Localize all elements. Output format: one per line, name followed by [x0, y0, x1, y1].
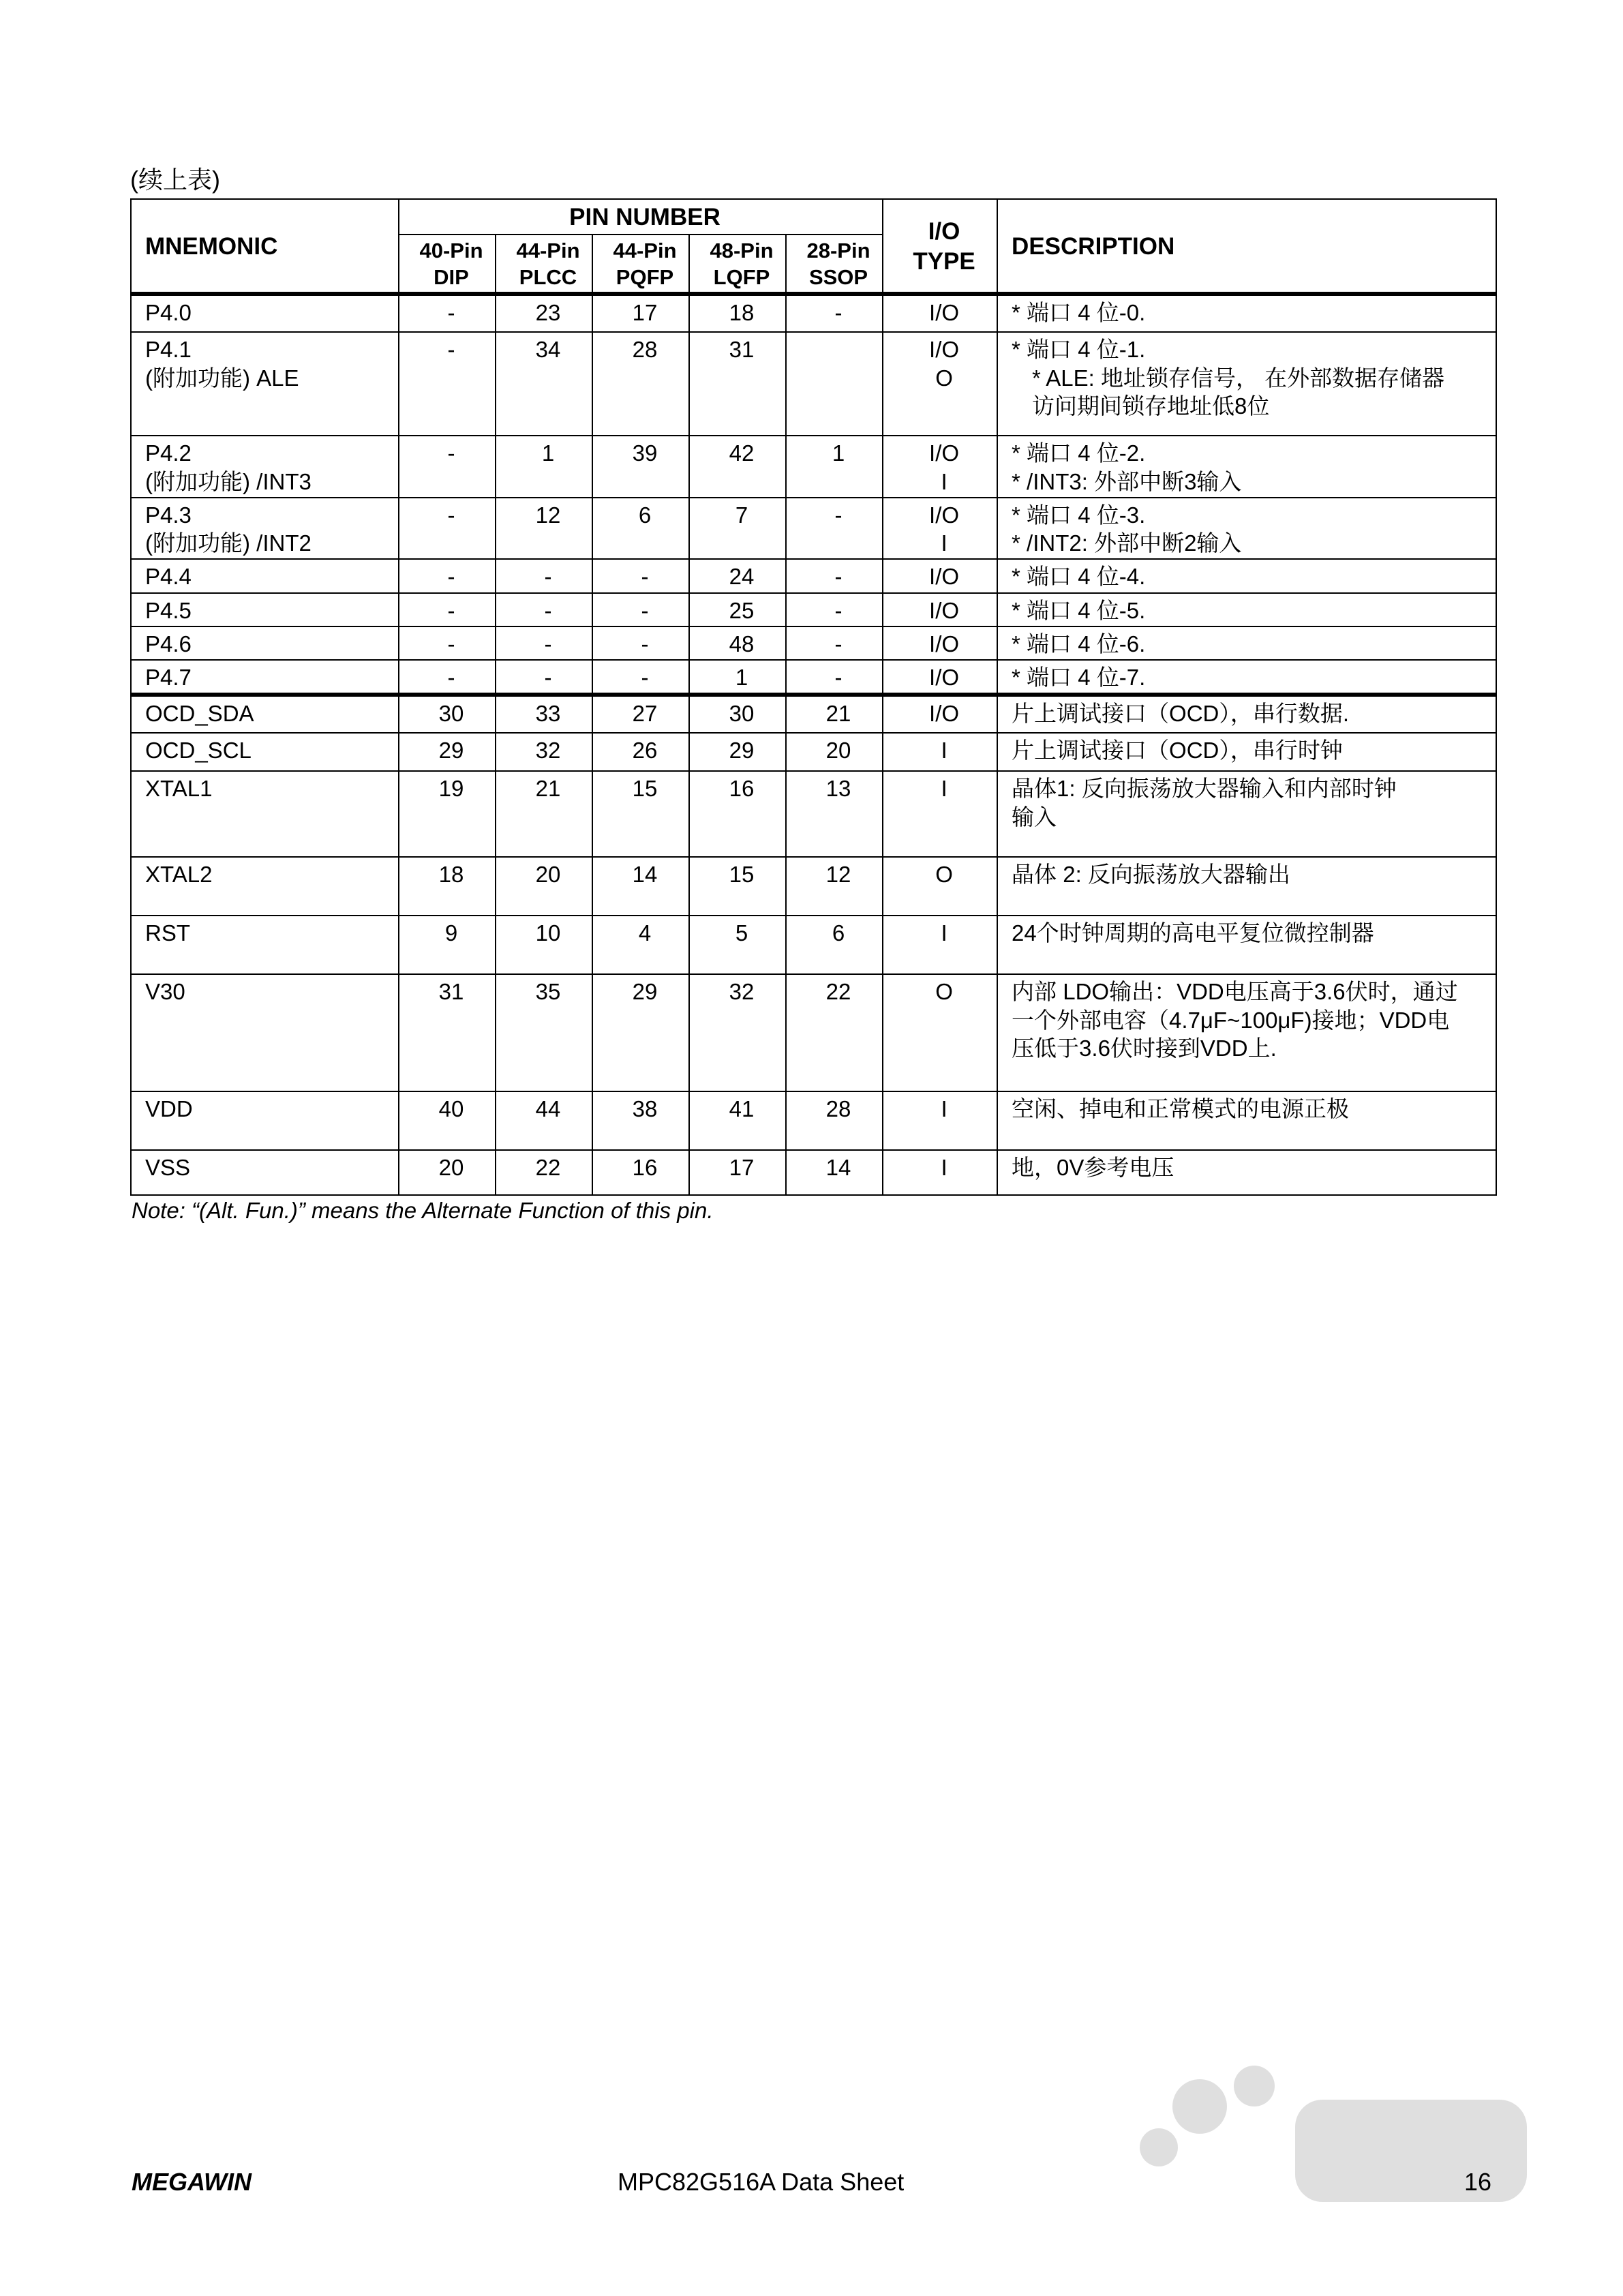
description-line: 输入 — [1012, 804, 1057, 830]
header-package-1: 40-Pin DIP — [399, 235, 496, 294]
mnemonic-line: P4.6 — [145, 631, 192, 656]
cell-pin-1: - — [399, 559, 496, 592]
cell-pin-2: 32 — [496, 733, 592, 771]
description-line: 访问期间锁存地址低8位 — [1032, 393, 1270, 419]
table-row — [131, 1150, 1496, 1195]
cell-pin-5: 6 — [786, 916, 883, 974]
cell-description — [997, 733, 1496, 771]
io-line: I — [941, 1096, 947, 1122]
mnemonic-line: VSS — [145, 1155, 191, 1181]
cell-pin-4: 32 — [689, 974, 786, 1091]
io-line: I/O — [929, 502, 960, 528]
mnemonic-line: VDD — [145, 1096, 193, 1122]
mnemonic-line: (附加功能) ALE — [145, 365, 299, 391]
io-line: I/O — [929, 597, 960, 623]
cell-mnemonic — [131, 626, 399, 660]
cell-pin-2: 23 — [496, 294, 592, 332]
table-caption: (续上表) — [130, 166, 220, 194]
header-package-4: 48-Pin LQFP — [689, 235, 786, 294]
table-row — [131, 695, 1496, 733]
table-note: Note: “(Alt. Fun.)” means the Alternate Function of this pin. — [132, 1198, 714, 1223]
description-line: * 端口 4 位-5. — [1012, 597, 1146, 623]
table-row — [131, 916, 1496, 974]
description-line: 地，0V参考电压 — [1012, 1155, 1174, 1181]
cell-pin-4: 30 — [689, 695, 786, 733]
cell-mnemonic — [131, 1150, 399, 1195]
cell-pin-5: 28 — [786, 1091, 883, 1150]
description-line: 片上调试接口（OCD），串行数据. — [1012, 701, 1350, 727]
cell-pin-3: 29 — [592, 974, 689, 1091]
header-package-5: 28-Pin SSOP — [786, 235, 883, 294]
cell-io-type — [883, 626, 997, 660]
cell-pin-4: 15 — [689, 857, 786, 916]
table-row — [131, 1091, 1496, 1150]
cell-pin-2: - — [496, 626, 592, 660]
cell-mnemonic — [131, 733, 399, 771]
cell-mnemonic — [131, 660, 399, 695]
cell-pin-3: 28 — [592, 332, 689, 436]
description-line: 片上调试接口（OCD），串行时钟 — [1012, 738, 1343, 764]
cell-mnemonic — [131, 1091, 399, 1150]
baidu-watermark-icon — [1118, 2045, 1554, 2250]
cell-pin-1: - — [399, 593, 496, 626]
table-row — [131, 626, 1496, 660]
io-line: I — [941, 530, 947, 556]
cell-pin-2: 22 — [496, 1150, 592, 1195]
io-line: I/O — [929, 631, 960, 656]
io-line: I/O — [929, 564, 960, 590]
header-mnemonic: MNEMONIC — [131, 199, 399, 294]
header-io-line1: I/O — [928, 217, 960, 245]
table-row — [131, 857, 1496, 916]
description-line: * 端口 4 位-6. — [1012, 631, 1146, 656]
cell-pin-1: - — [399, 294, 496, 332]
cell-pin-3: 15 — [592, 771, 689, 857]
header-row-top — [131, 199, 1496, 235]
cell-io-type — [883, 1150, 997, 1195]
io-line: I — [941, 920, 947, 946]
cell-pin-2: 44 — [496, 1091, 592, 1150]
cell-pin-4: 16 — [689, 771, 786, 857]
pin-description-table — [130, 198, 1497, 1196]
cell-pin-1: 18 — [399, 857, 496, 916]
io-line: I/O — [929, 337, 960, 363]
cell-mnemonic — [131, 857, 399, 916]
cell-pin-4: 31 — [689, 332, 786, 436]
mnemonic-line: (附加功能) /INT2 — [145, 530, 312, 556]
cell-pin-4: 1 — [689, 660, 786, 695]
cell-pin-2: 34 — [496, 332, 592, 436]
cell-pin-2: - — [496, 660, 592, 695]
cell-io-type — [883, 857, 997, 916]
description-line: * 端口 4 位-7. — [1012, 665, 1146, 690]
table-body — [131, 294, 1496, 1195]
mnemonic-line: XTAL2 — [145, 862, 213, 888]
cell-pin-1: - — [399, 660, 496, 695]
cell-pin-4: 25 — [689, 593, 786, 626]
mnemonic-line: P4.1 — [145, 337, 192, 363]
io-line: O — [935, 365, 953, 391]
cell-pin-3: - — [592, 660, 689, 695]
cell-description — [997, 974, 1496, 1091]
cell-pin-5: 21 — [786, 695, 883, 733]
description-line: * 端口 4 位-0. — [1012, 300, 1146, 326]
mnemonic-line: P4.2 — [145, 440, 192, 466]
cell-pin-3: 26 — [592, 733, 689, 771]
header-io-type — [883, 199, 997, 294]
cell-pin-3: - — [592, 559, 689, 592]
description-line: * /INT2: 外部中断2输入 — [1012, 530, 1242, 556]
cell-pin-4: 42 — [689, 436, 786, 498]
description-line: 内部 LDO输出：VDD电压高于3.6伏时，通过 — [1012, 979, 1458, 1005]
description-line: * /INT3: 外部中断3输入 — [1012, 468, 1242, 494]
header-package-3: 44-Pin PQFP — [592, 235, 689, 294]
page-number: 16 — [1464, 2168, 1492, 2196]
cell-description — [997, 695, 1496, 733]
description-line: 一个外部电容（4.7μF~100μF)接地；VDD电 — [1012, 1007, 1450, 1033]
cell-description — [997, 436, 1496, 498]
mnemonic-line: (附加功能) /INT3 — [145, 468, 312, 494]
cell-pin-3: 39 — [592, 436, 689, 498]
description-line: 晶体 2: 反向振荡放大器输出 — [1012, 862, 1290, 888]
cell-pin-2: 33 — [496, 695, 592, 733]
table-row — [131, 332, 1496, 436]
description-line: * 端口 4 位-4. — [1012, 564, 1146, 590]
cell-pin-2: - — [496, 593, 592, 626]
cell-description — [997, 916, 1496, 974]
header-description: DESCRIPTION — [997, 199, 1496, 294]
cell-mnemonic — [131, 436, 399, 498]
cell-io-type — [883, 498, 997, 560]
description-line: * 端口 4 位-2. — [1012, 440, 1146, 466]
cell-description — [997, 559, 1496, 592]
cell-pin-4: 48 — [689, 626, 786, 660]
cell-pin-2: 21 — [496, 771, 592, 857]
table-row — [131, 593, 1496, 626]
cell-pin-1: 40 — [399, 1091, 496, 1150]
cell-pin-5: 14 — [786, 1150, 883, 1195]
io-line: O — [935, 979, 953, 1005]
cell-pin-4: 41 — [689, 1091, 786, 1150]
cell-mnemonic — [131, 498, 399, 560]
cell-io-type — [883, 1091, 997, 1150]
mnemonic-line: RST — [145, 920, 190, 946]
description-line: 24个时钟周期的高电平复位微控制器 — [1012, 920, 1374, 946]
cell-io-type — [883, 294, 997, 332]
cell-pin-3: - — [592, 593, 689, 626]
cell-pin-5: 22 — [786, 974, 883, 1091]
description-line: 压低于3.6伏时接到VDD上. — [1012, 1035, 1277, 1061]
mnemonic-line: P4.7 — [145, 665, 192, 690]
cell-pin-2: 1 — [496, 436, 592, 498]
header-io-line2: TYPE — [913, 247, 975, 275]
io-line: I/O — [929, 440, 960, 466]
cell-pin-5 — [786, 332, 883, 436]
io-line: I — [941, 776, 947, 802]
cell-pin-1: 29 — [399, 733, 496, 771]
cell-pin-1: 30 — [399, 695, 496, 733]
cell-pin-1: 31 — [399, 974, 496, 1091]
cell-pin-1: - — [399, 436, 496, 498]
cell-pin-2: 10 — [496, 916, 592, 974]
mnemonic-line: P4.3 — [145, 502, 192, 528]
cell-description — [997, 332, 1496, 436]
table-row — [131, 436, 1496, 498]
cell-pin-5: 20 — [786, 733, 883, 771]
cell-mnemonic — [131, 974, 399, 1091]
cell-pin-5: - — [786, 660, 883, 695]
cell-io-type — [883, 436, 997, 498]
description-line: * ALE: 地址锁存信号， 在外部数据存储器 — [1032, 365, 1445, 391]
io-line: I/O — [929, 701, 960, 727]
cell-pin-5: 1 — [786, 436, 883, 498]
cell-io-type — [883, 916, 997, 974]
cell-io-type — [883, 771, 997, 857]
description-line: * 端口 4 位-1. — [1012, 337, 1146, 363]
cell-pin-3: 6 — [592, 498, 689, 560]
cell-pin-1: 9 — [399, 916, 496, 974]
cell-mnemonic — [131, 695, 399, 733]
cell-pin-2: 20 — [496, 857, 592, 916]
cell-pin-4: 29 — [689, 733, 786, 771]
cell-pin-2: 35 — [496, 974, 592, 1091]
cell-description — [997, 1091, 1496, 1150]
cell-pin-4: 17 — [689, 1150, 786, 1195]
table-row — [131, 294, 1496, 332]
io-line: I — [941, 1155, 947, 1181]
cell-pin-1: - — [399, 626, 496, 660]
cell-pin-3: - — [592, 626, 689, 660]
io-line: I/O — [929, 300, 960, 326]
description-line: 晶体1: 反向振荡放大器输入和内部时钟 — [1012, 776, 1397, 802]
cell-mnemonic — [131, 771, 399, 857]
cell-pin-3: 17 — [592, 294, 689, 332]
mnemonic-line: P4.5 — [145, 597, 192, 623]
cell-pin-4: 18 — [689, 294, 786, 332]
table-row — [131, 733, 1496, 771]
cell-pin-4: 24 — [689, 559, 786, 592]
cell-description — [997, 626, 1496, 660]
cell-pin-5: - — [786, 498, 883, 560]
cell-pin-3: 38 — [592, 1091, 689, 1150]
cell-io-type — [883, 593, 997, 626]
cell-pin-5: 13 — [786, 771, 883, 857]
footer-title: MPC82G516A Data Sheet — [618, 2168, 905, 2196]
mnemonic-line: V30 — [145, 979, 185, 1005]
cell-description — [997, 660, 1496, 695]
header-package-2: 44-Pin PLCC — [496, 235, 592, 294]
cell-pin-5: 12 — [786, 857, 883, 916]
cell-io-type — [883, 974, 997, 1091]
cell-pin-4: 7 — [689, 498, 786, 560]
cell-pin-3: 16 — [592, 1150, 689, 1195]
cell-description — [997, 771, 1496, 857]
cell-io-type — [883, 733, 997, 771]
cell-pin-3: 27 — [592, 695, 689, 733]
io-line: I — [941, 738, 947, 764]
table-row — [131, 771, 1496, 857]
io-line: O — [935, 862, 953, 888]
cell-pin-2: - — [496, 559, 592, 592]
cell-description — [997, 498, 1496, 560]
cell-pin-3: 14 — [592, 857, 689, 916]
mnemonic-line: P4.0 — [145, 300, 192, 326]
cell-mnemonic — [131, 916, 399, 974]
cell-io-type — [883, 695, 997, 733]
cell-pin-5: - — [786, 593, 883, 626]
io-line: I — [941, 468, 947, 494]
footer-brand: MEGAWIN — [132, 2168, 252, 2196]
cell-pin-5: - — [786, 294, 883, 332]
cell-mnemonic — [131, 559, 399, 592]
io-line: I/O — [929, 665, 960, 690]
cell-pin-1: - — [399, 332, 496, 436]
cell-io-type — [883, 559, 997, 592]
table-row — [131, 498, 1496, 560]
mnemonic-line: OCD_SCL — [145, 738, 252, 764]
cell-mnemonic — [131, 294, 399, 332]
cell-pin-1: 20 — [399, 1150, 496, 1195]
header-pin-number: PIN NUMBER — [399, 199, 883, 235]
cell-pin-4: 5 — [689, 916, 786, 974]
cell-description — [997, 294, 1496, 332]
cell-description — [997, 857, 1496, 916]
table-row — [131, 660, 1496, 695]
cell-io-type — [883, 332, 997, 436]
cell-pin-5: - — [786, 626, 883, 660]
mnemonic-line: XTAL1 — [145, 776, 213, 802]
mnemonic-line: P4.4 — [145, 564, 192, 590]
cell-pin-1: 19 — [399, 771, 496, 857]
cell-mnemonic — [131, 332, 399, 436]
description-line: * 端口 4 位-3. — [1012, 502, 1146, 528]
table-row — [131, 559, 1496, 592]
cell-pin-5: - — [786, 559, 883, 592]
mnemonic-line: OCD_SDA — [145, 701, 254, 727]
cell-pin-1: - — [399, 498, 496, 560]
table-row — [131, 974, 1496, 1091]
cell-description — [997, 593, 1496, 626]
cell-pin-3: 4 — [592, 916, 689, 974]
cell-pin-2: 12 — [496, 498, 592, 560]
description-line: 空闲、掉电和正常模式的电源正极 — [1012, 1096, 1350, 1122]
cell-description — [997, 1150, 1496, 1195]
cell-io-type — [883, 660, 997, 695]
cell-mnemonic — [131, 593, 399, 626]
